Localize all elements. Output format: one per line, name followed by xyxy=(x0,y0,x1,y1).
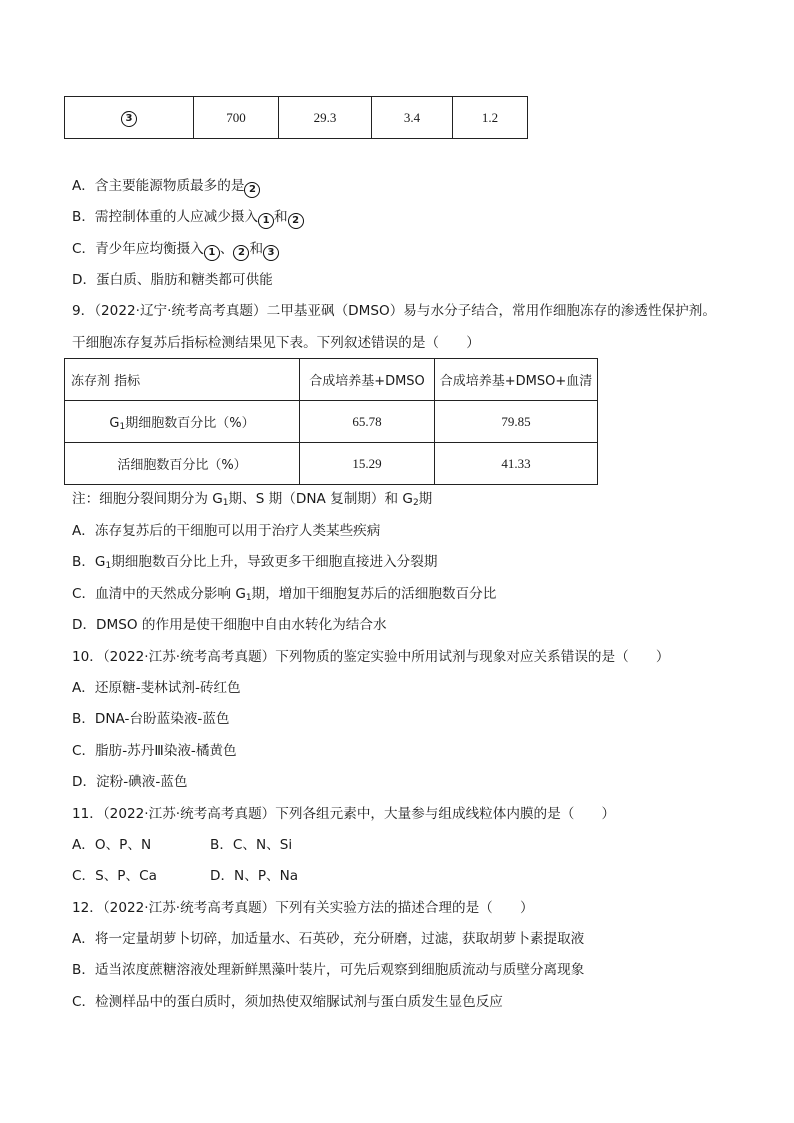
subscript: 2 xyxy=(412,498,419,508)
option-text: B．G xyxy=(72,554,106,570)
table-cell: 41.33 xyxy=(435,443,598,485)
table-cell: 79.85 xyxy=(435,401,598,443)
table-header-row xyxy=(65,359,598,401)
q8-option-c: C．青少年应均衡摄入 1 、 2 和 3 xyxy=(72,240,279,261)
table-header-cell: 合成培养基+DMSO+血清 xyxy=(435,359,598,401)
q12-stem: 12．（2022·江苏·统考高考真题）下列有关实验方法的描述合理的是（ ） xyxy=(72,900,534,916)
q9-stem-line1: 9．（2022·辽宁·统考高考真题）二甲基亚砜（DMSO）易与水分子结合，常用作细胞冻存的渗透性保护剂。 xyxy=(72,303,716,319)
table-header-cell: 合成培养基+DMSO xyxy=(300,359,435,401)
circled-number: 2 xyxy=(244,182,260,198)
option-text: C．血清中的天然成分影响 G xyxy=(72,586,246,602)
subscript: 1 xyxy=(105,561,112,571)
note-text: 期 xyxy=(418,491,433,507)
table-dmso-results xyxy=(64,358,598,485)
q10-option-a: A．还原糖-斐林试剂-砖红色 xyxy=(72,680,241,696)
circled-number: 1 xyxy=(258,213,274,229)
q9-stem-line2: 干细胞冻存复苏后指标检测结果见下表。下列叙述错误的是（ ） xyxy=(72,335,480,351)
table-cell xyxy=(65,401,300,443)
table-food-nutrients xyxy=(64,96,528,139)
table-cell: 1.2 xyxy=(453,97,528,139)
q9-note xyxy=(72,490,432,508)
note-text: 注：细胞分裂间期分为 G xyxy=(72,491,223,507)
table-cell: 700 xyxy=(194,97,279,139)
q12-option-b: B．适当浓度蔗糖溶液处理新鲜黑藻叶装片，可先后观察到细胞质流动与质壁分离现象 xyxy=(72,962,585,978)
q11-stem: 11．（2022·江苏·统考高考真题）下列各组元素中，大量参与组成线粒体内膜的是（ ） xyxy=(72,806,616,822)
q9-option-b xyxy=(72,553,437,571)
circled-number: 3 xyxy=(263,245,279,261)
q10-stem: 10．（2022·江苏·统考高考真题）下列物质的鉴定实验中所用试剂与现象对应关系错误的是（ ） xyxy=(72,649,670,665)
table-cell: 15.29 xyxy=(300,443,435,485)
table-header-cell: 冻存剂 指标 xyxy=(65,359,300,401)
q11-option-d: D．N、P、Na xyxy=(210,868,299,884)
subscript: 1 xyxy=(119,422,126,432)
q10-option-b: B．DNA-台盼蓝染液-蓝色 xyxy=(72,711,230,727)
label-text: 期细胞数百分比（%） xyxy=(125,416,255,431)
subscript: 1 xyxy=(222,498,229,508)
table-cell: 29.3 xyxy=(279,97,372,139)
q12-option-c: C．检测样品中的蛋白质时，须加热使双缩脲试剂与蛋白质发生显色反应 xyxy=(72,994,503,1010)
circled-number: 1 xyxy=(204,245,220,261)
table-cell: 活细胞数百分比（%） xyxy=(65,443,300,485)
option-text: 期，增加干细胞复苏后的活细胞数百分比 xyxy=(251,586,497,602)
table-cell xyxy=(65,97,194,139)
q8-option-b: B．需控制体重的人应减少摄入 1 和 2 xyxy=(72,208,304,229)
q11-option-b: B．C、N、Si xyxy=(210,837,293,853)
q10-option-d: D．淀粉-碘液-蓝色 xyxy=(72,774,188,790)
option-text: 期细胞数百分比上升，导致更多干细胞直接进入分裂期 xyxy=(111,554,438,570)
q9-option-a: A．冻存复苏后的干细胞可以用于治疗人类某些疾病 xyxy=(72,523,381,539)
table-row xyxy=(65,443,598,485)
label-text: G xyxy=(109,416,120,431)
subscript: 1 xyxy=(245,593,252,603)
q10-option-c: C．脂肪-苏丹Ⅲ染液-橘黄色 xyxy=(72,743,237,759)
table-row xyxy=(65,97,528,139)
q12-option-a: A．将一定量胡萝卜切碎，加适量水、石英砂，充分研磨，过滤，获取胡萝卜素提取液 xyxy=(72,931,585,947)
q9-option-c xyxy=(72,585,496,603)
table-cell: 3.4 xyxy=(372,97,453,139)
note-text: 期、S 期（DNA 复制期）和 G xyxy=(228,491,413,507)
circled-number: 2 xyxy=(288,213,304,229)
circled-number: 3 xyxy=(121,111,137,127)
q11-option-c: C．S、P、Ca xyxy=(72,868,157,884)
circled-number: 2 xyxy=(233,245,249,261)
q11-option-a: A．O、P、N xyxy=(72,837,152,853)
q8-option-a: A．含主要能源物质最多的是 2 xyxy=(72,177,260,198)
q9-option-d: D．DMSO 的作用是使干细胞中自由水转化为结合水 xyxy=(72,617,387,633)
q8-option-d: D．蛋白质、脂肪和糖类都可供能 xyxy=(72,272,273,288)
table-cell: 65.78 xyxy=(300,401,435,443)
table-row xyxy=(65,401,598,443)
